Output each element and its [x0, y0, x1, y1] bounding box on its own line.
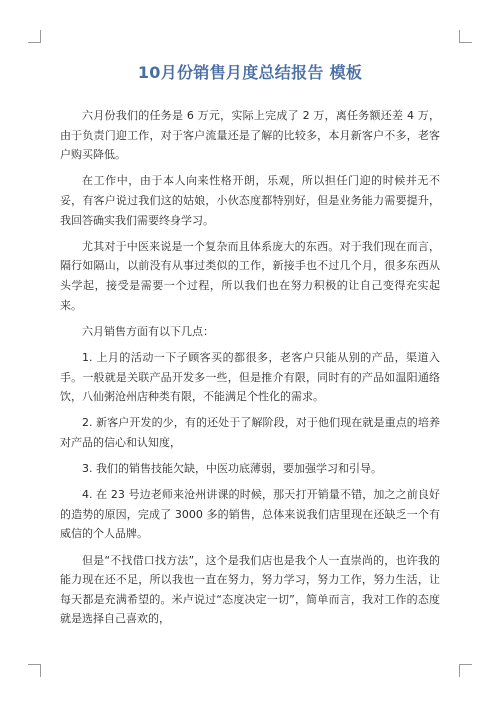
crop-mark-bottom-left	[28, 664, 41, 677]
paragraph-8: 4. 在 23 号边老师来沧州讲课的时候，那天打开销量不错，加之之前良好的造势的原因，完成了 3000 多的销售，总体来说我们店里现在还缺乏一个有威信的个人品牌。	[60, 488, 440, 541]
paragraph-6: 2. 新客户开发的少，有的还处于了解阶段，对于他们现在就是重点的培养对产品的信心和认知度，	[60, 416, 440, 449]
paragraph-2: 在工作中，由于本人向来性格开朗，乐观，所以担任门迎的时候并无不妥，有客户说过我们这的姑娘，小伙态度都特别好，但是业务能力需要提升，我回答确实我们需要终身学习。	[60, 174, 440, 227]
paragraph-9: 但是“不找借口找方法”，这个是我们店也是我个人一直崇尚的，也许我的能力现在还不足，所以我也一直在努力，努力学习，努力工作，努力生活，让每天都是充满希望的。米卢说过“态度决定一切”，简单而言，我对工作的态度就是选择自己喜欢的，	[60, 553, 440, 626]
crop-mark-top-left	[28, 30, 41, 43]
crop-mark-bottom-right	[459, 664, 472, 677]
crop-mark-top-right	[459, 30, 472, 43]
paragraph-5: 1. 上月的活动一下子顾客买的都很多，老客户只能从别的产品，渠道入手。一般就是关联产品开发多一些，但是推介有限，同时有的产品如温阳通络饮，八仙粥沧州店种类有限，不能满足个性化的需求。	[60, 350, 440, 404]
document-title: 10月份销售月度总结报告 模板	[137, 63, 363, 82]
paragraph-3: 尤其对于中医来说是一个复杂而且体系庞大的东西。对于我们现在而言，隔行如隔山，以前没有从事过类似的工作，新接手也不过几个月，很多东西从头学起，接受是需要一个过程，所以我们也在努力积极的让自己变得充实起来。	[60, 239, 440, 312]
document-page	[60, 58, 440, 636]
paragraph-7: 3. 我们的销售技能欠缺，中医功底薄弱，要加强学习和引导。	[82, 462, 382, 476]
document-body	[60, 106, 440, 629]
paragraph-1: 六月份我们的任务是 6 万元，实际上完成了 2 万，离任务额还差 4 万，由于负责门迎工作，对于客户流量还是了解的比较多，本月新客户不多，老客户购买降低。	[60, 109, 440, 162]
paragraph-4: 六月销售方面有以下几点：	[82, 324, 214, 338]
